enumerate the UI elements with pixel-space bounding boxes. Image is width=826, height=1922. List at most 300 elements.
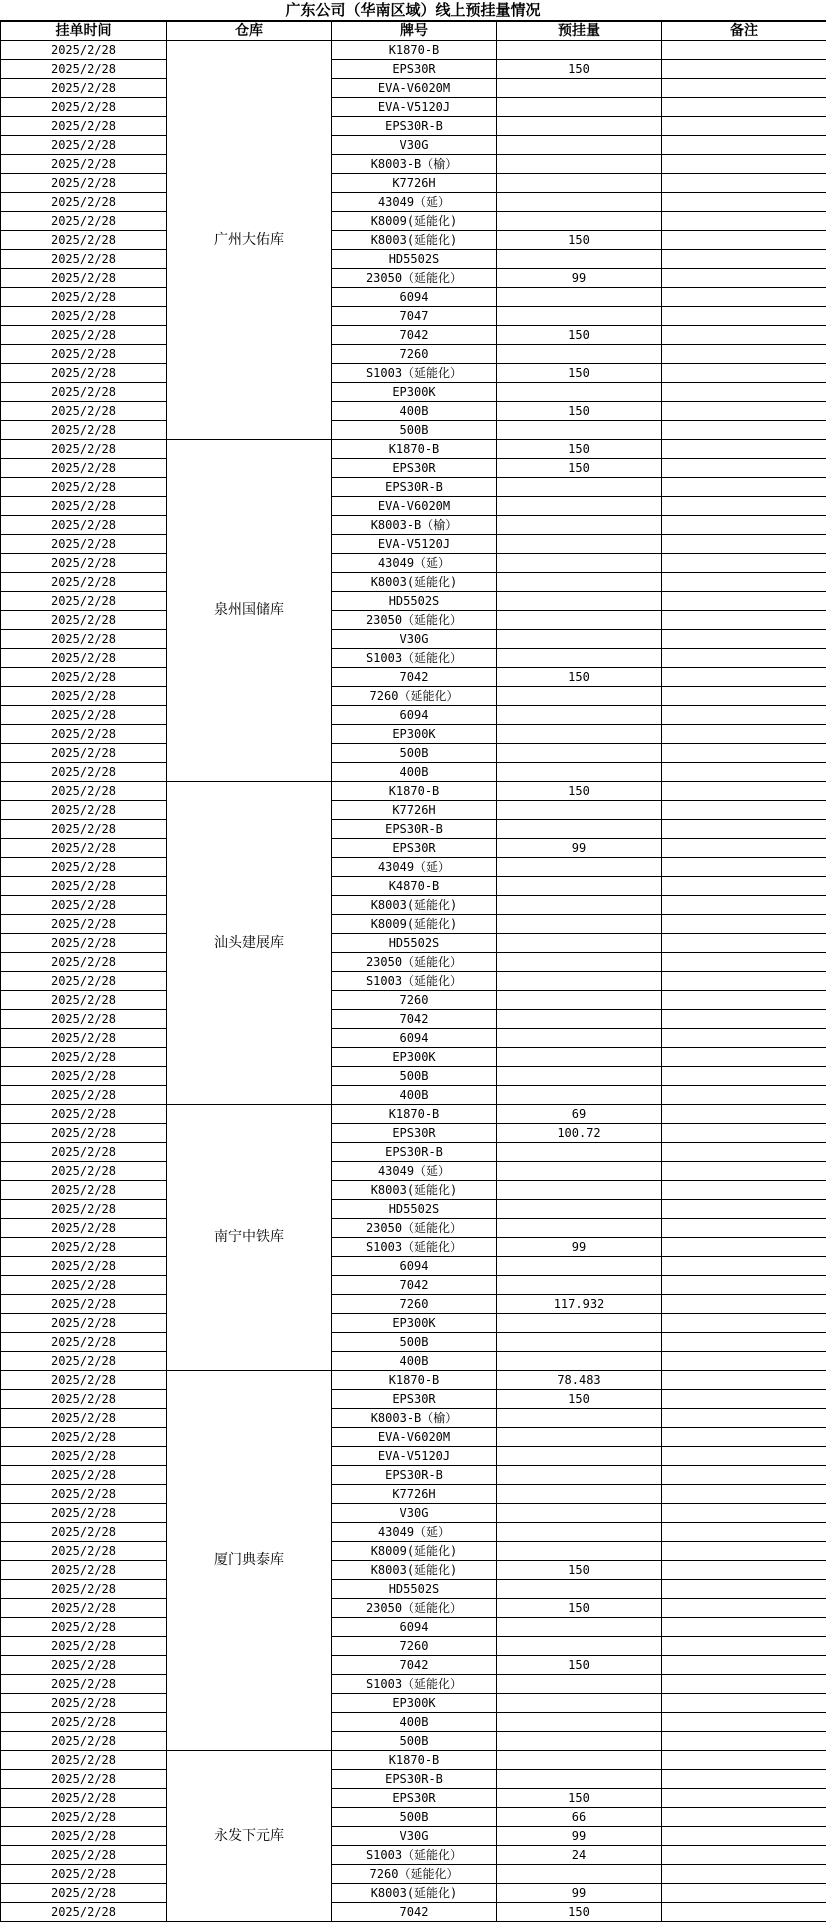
cell-date[interactable]: 2025/2/28 [1,1048,167,1067]
cell-brand[interactable]: 400B [332,1086,497,1105]
cell-quantity[interactable] [497,1580,662,1599]
cell-brand[interactable]: 500B [332,1732,497,1751]
header-note[interactable]: 备注 [662,22,826,41]
cell-date[interactable]: 2025/2/28 [1,782,167,801]
cell-brand[interactable]: K8003(延能化) [332,1561,497,1580]
cell-date[interactable]: 2025/2/28 [1,1238,167,1257]
cell-brand[interactable]: V30G [332,1827,497,1846]
cell-note[interactable] [662,554,826,573]
cell-quantity[interactable] [497,554,662,573]
cell-date[interactable]: 2025/2/28 [1,1143,167,1162]
cell-brand[interactable]: 6094 [332,1029,497,1048]
cell-quantity[interactable] [497,1865,662,1884]
cell-date[interactable]: 2025/2/28 [1,744,167,763]
cell-quantity[interactable] [497,1314,662,1333]
cell-note[interactable] [662,1219,826,1238]
cell-note[interactable] [662,1580,826,1599]
cell-date[interactable]: 2025/2/28 [1,1713,167,1732]
cell-date[interactable]: 2025/2/28 [1,934,167,953]
cell-note[interactable] [662,1884,826,1903]
cell-quantity[interactable] [497,250,662,269]
cell-quantity[interactable] [497,1029,662,1048]
cell-brand[interactable]: 7042 [332,1010,497,1029]
cell-note[interactable] [662,497,826,516]
cell-note[interactable] [662,136,826,155]
cell-note[interactable] [662,1466,826,1485]
cell-quantity[interactable]: 99 [497,1884,662,1903]
cell-quantity[interactable] [497,592,662,611]
cell-brand[interactable]: EVA-V6020M [332,1428,497,1447]
cell-date[interactable]: 2025/2/28 [1,820,167,839]
cell-quantity[interactable] [497,421,662,440]
cell-quantity[interactable]: 24 [497,1846,662,1865]
cell-quantity[interactable] [497,212,662,231]
cell-quantity[interactable] [497,1333,662,1352]
cell-brand[interactable]: 23050（延能化） [332,953,497,972]
cell-date[interactable]: 2025/2/28 [1,896,167,915]
cell-brand[interactable]: 7260 [332,991,497,1010]
cell-note[interactable] [662,725,826,744]
cell-quantity[interactable] [497,706,662,725]
cell-date[interactable]: 2025/2/28 [1,668,167,687]
cell-quantity[interactable] [497,288,662,307]
cell-warehouse[interactable]: 南宁中铁库 [167,1105,332,1371]
cell-brand[interactable]: K1870-B [332,440,497,459]
cell-date[interactable]: 2025/2/28 [1,1523,167,1542]
cell-brand[interactable]: 7260 [332,1637,497,1656]
cell-date[interactable]: 2025/2/28 [1,459,167,478]
cell-quantity[interactable]: 150 [497,1599,662,1618]
cell-brand[interactable]: 43049（延） [332,554,497,573]
cell-brand[interactable]: 7260（延能化） [332,1865,497,1884]
cell-date[interactable]: 2025/2/28 [1,79,167,98]
cell-brand[interactable]: K8003(延能化) [332,1181,497,1200]
cell-note[interactable] [662,1067,826,1086]
cell-quantity[interactable] [497,630,662,649]
cell-quantity[interactable]: 150 [497,1903,662,1922]
cell-note[interactable] [662,592,826,611]
cell-date[interactable]: 2025/2/28 [1,155,167,174]
cell-note[interactable] [662,174,826,193]
cell-note[interactable] [662,1200,826,1219]
cell-brand[interactable]: HD5502S [332,934,497,953]
cell-quantity[interactable] [497,1143,662,1162]
cell-date[interactable]: 2025/2/28 [1,1542,167,1561]
cell-date[interactable]: 2025/2/28 [1,497,167,516]
cell-date[interactable]: 2025/2/28 [1,839,167,858]
cell-brand[interactable]: 400B [332,763,497,782]
cell-note[interactable] [662,98,826,117]
cell-quantity[interactable]: 150 [497,782,662,801]
cell-date[interactable]: 2025/2/28 [1,1865,167,1884]
cell-quantity[interactable]: 99 [497,1827,662,1846]
cell-brand[interactable]: K8003(延能化) [332,573,497,592]
cell-date[interactable]: 2025/2/28 [1,60,167,79]
cell-note[interactable] [662,1504,826,1523]
cell-brand[interactable]: K7726H [332,174,497,193]
cell-note[interactable] [662,1162,826,1181]
cell-brand[interactable]: S1003（延能化） [332,649,497,668]
cell-quantity[interactable] [497,535,662,554]
cell-quantity[interactable] [497,98,662,117]
cell-date[interactable]: 2025/2/28 [1,1257,167,1276]
cell-brand[interactable]: 7260（延能化） [332,687,497,706]
cell-quantity[interactable]: 99 [497,839,662,858]
cell-brand[interactable]: K1870-B [332,1751,497,1770]
cell-quantity[interactable]: 150 [497,326,662,345]
cell-brand[interactable]: S1003（延能化） [332,1675,497,1694]
cell-date[interactable]: 2025/2/28 [1,1846,167,1865]
cell-brand[interactable]: S1003（延能化） [332,972,497,991]
cell-note[interactable] [662,1029,826,1048]
cell-quantity[interactable] [497,1466,662,1485]
cell-brand[interactable]: EPS30R [332,1390,497,1409]
cell-date[interactable]: 2025/2/28 [1,1067,167,1086]
cell-note[interactable] [662,307,826,326]
cell-date[interactable]: 2025/2/28 [1,1200,167,1219]
cell-date[interactable]: 2025/2/28 [1,1314,167,1333]
cell-note[interactable] [662,1656,826,1675]
cell-quantity[interactable] [497,1713,662,1732]
cell-note[interactable] [662,421,826,440]
cell-note[interactable] [662,630,826,649]
cell-warehouse[interactable]: 广州大佑库 [167,41,332,440]
cell-note[interactable] [662,839,826,858]
cell-quantity[interactable] [497,1542,662,1561]
cell-quantity[interactable]: 150 [497,1656,662,1675]
cell-date[interactable]: 2025/2/28 [1,41,167,60]
cell-quantity[interactable] [497,1067,662,1086]
cell-date[interactable]: 2025/2/28 [1,1770,167,1789]
cell-brand[interactable]: HD5502S [332,1200,497,1219]
cell-warehouse[interactable]: 泉州国储库 [167,440,332,782]
cell-quantity[interactable] [497,649,662,668]
cell-quantity[interactable] [497,41,662,60]
cell-note[interactable] [662,1143,826,1162]
cell-date[interactable]: 2025/2/28 [1,1409,167,1428]
cell-date[interactable]: 2025/2/28 [1,364,167,383]
cell-quantity[interactable] [497,1485,662,1504]
cell-date[interactable]: 2025/2/28 [1,1162,167,1181]
cell-brand[interactable]: EP300K [332,725,497,744]
cell-brand[interactable]: EP300K [332,1314,497,1333]
cell-quantity[interactable]: 100.72 [497,1124,662,1143]
cell-date[interactable]: 2025/2/28 [1,345,167,364]
cell-quantity[interactable] [497,79,662,98]
cell-note[interactable] [662,1124,826,1143]
cell-brand[interactable]: K8009(延能化) [332,915,497,934]
cell-note[interactable] [662,1827,826,1846]
cell-date[interactable]: 2025/2/28 [1,383,167,402]
cell-note[interactable] [662,1694,826,1713]
cell-date[interactable]: 2025/2/28 [1,1903,167,1922]
cell-brand[interactable]: 6094 [332,706,497,725]
cell-quantity[interactable] [497,1428,662,1447]
cell-date[interactable]: 2025/2/28 [1,288,167,307]
cell-brand[interactable]: 500B [332,1067,497,1086]
cell-date[interactable]: 2025/2/28 [1,991,167,1010]
cell-date[interactable]: 2025/2/28 [1,478,167,497]
cell-quantity[interactable]: 150 [497,1390,662,1409]
cell-brand[interactable]: EPS30R-B [332,1770,497,1789]
cell-brand[interactable]: EPS30R-B [332,478,497,497]
cell-quantity[interactable]: 78.483 [497,1371,662,1390]
header-quantity[interactable]: 预挂量 [497,22,662,41]
cell-brand[interactable]: K4870-B [332,877,497,896]
cell-brand[interactable]: EP300K [332,383,497,402]
cell-note[interactable] [662,117,826,136]
cell-date[interactable]: 2025/2/28 [1,1599,167,1618]
cell-brand[interactable]: EVA-V6020M [332,497,497,516]
cell-date[interactable]: 2025/2/28 [1,725,167,744]
cell-note[interactable] [662,1390,826,1409]
cell-quantity[interactable] [497,1276,662,1295]
cell-brand[interactable]: EVA-V5120J [332,535,497,554]
cell-brand[interactable]: 6094 [332,1257,497,1276]
cell-date[interactable]: 2025/2/28 [1,1295,167,1314]
cell-date[interactable]: 2025/2/28 [1,307,167,326]
cell-note[interactable] [662,1751,826,1770]
cell-brand[interactable]: HD5502S [332,1580,497,1599]
cell-brand[interactable]: K8003(延能化) [332,896,497,915]
cell-brand[interactable]: K1870-B [332,1105,497,1124]
cell-brand[interactable]: EPS30R [332,1789,497,1808]
cell-brand[interactable]: EPS30R-B [332,117,497,136]
cell-date[interactable]: 2025/2/28 [1,801,167,820]
cell-quantity[interactable]: 150 [497,231,662,250]
header-warehouse[interactable]: 仓库 [167,22,332,41]
cell-quantity[interactable] [497,1523,662,1542]
cell-note[interactable] [662,1713,826,1732]
cell-note[interactable] [662,1409,826,1428]
cell-brand[interactable]: K1870-B [332,41,497,60]
cell-brand[interactable]: EP300K [332,1694,497,1713]
cell-date[interactable]: 2025/2/28 [1,1504,167,1523]
cell-brand[interactable]: V30G [332,136,497,155]
cell-note[interactable] [662,1542,826,1561]
cell-date[interactable]: 2025/2/28 [1,136,167,155]
cell-quantity[interactable]: 69 [497,1105,662,1124]
cell-brand[interactable]: 500B [332,421,497,440]
cell-date[interactable]: 2025/2/28 [1,326,167,345]
cell-note[interactable] [662,193,826,212]
cell-date[interactable]: 2025/2/28 [1,706,167,725]
cell-quantity[interactable]: 150 [497,459,662,478]
cell-date[interactable]: 2025/2/28 [1,1219,167,1238]
cell-note[interactable] [662,79,826,98]
cell-date[interactable]: 2025/2/28 [1,1276,167,1295]
cell-brand[interactable]: 43049（延） [332,1523,497,1542]
cell-warehouse[interactable]: 厦门典泰库 [167,1371,332,1751]
cell-date[interactable]: 2025/2/28 [1,1808,167,1827]
cell-note[interactable] [662,1675,826,1694]
cell-note[interactable] [662,459,826,478]
cell-brand[interactable]: 6094 [332,288,497,307]
cell-brand[interactable]: S1003（延能化） [332,364,497,383]
cell-date[interactable]: 2025/2/28 [1,1675,167,1694]
cell-note[interactable] [662,1770,826,1789]
cell-quantity[interactable] [497,1751,662,1770]
cell-note[interactable] [662,364,826,383]
cell-note[interactable] [662,402,826,421]
cell-note[interactable] [662,269,826,288]
cell-brand[interactable]: 500B [332,1808,497,1827]
cell-brand[interactable]: 7047 [332,307,497,326]
cell-note[interactable] [662,1371,826,1390]
cell-date[interactable]: 2025/2/28 [1,1884,167,1903]
cell-brand[interactable]: EPS30R [332,60,497,79]
cell-note[interactable] [662,706,826,725]
cell-quantity[interactable] [497,1694,662,1713]
cell-brand[interactable]: V30G [332,630,497,649]
cell-date[interactable]: 2025/2/28 [1,1029,167,1048]
cell-date[interactable]: 2025/2/28 [1,573,167,592]
cell-quantity[interactable] [497,1200,662,1219]
cell-note[interactable] [662,1257,826,1276]
cell-date[interactable]: 2025/2/28 [1,231,167,250]
cell-note[interactable] [662,1333,826,1352]
cell-date[interactable]: 2025/2/28 [1,649,167,668]
cell-date[interactable]: 2025/2/28 [1,1732,167,1751]
cell-quantity[interactable] [497,1086,662,1105]
cell-date[interactable]: 2025/2/28 [1,1428,167,1447]
cell-note[interactable] [662,649,826,668]
cell-quantity[interactable] [497,136,662,155]
cell-brand[interactable]: HD5502S [332,250,497,269]
cell-note[interactable] [662,1808,826,1827]
cell-brand[interactable]: 7042 [332,1276,497,1295]
cell-date[interactable]: 2025/2/28 [1,174,167,193]
cell-brand[interactable]: EPS30R-B [332,1143,497,1162]
cell-date[interactable]: 2025/2/28 [1,1447,167,1466]
cell-date[interactable]: 2025/2/28 [1,915,167,934]
cell-note[interactable] [662,1105,826,1124]
cell-quantity[interactable] [497,687,662,706]
cell-note[interactable] [662,155,826,174]
cell-quantity[interactable] [497,858,662,877]
cell-note[interactable] [662,60,826,79]
cell-brand[interactable]: EVA-V5120J [332,1447,497,1466]
cell-date[interactable]: 2025/2/28 [1,1181,167,1200]
cell-note[interactable] [662,1846,826,1865]
cell-date[interactable]: 2025/2/28 [1,440,167,459]
cell-quantity[interactable] [497,1048,662,1067]
cell-quantity[interactable] [497,611,662,630]
cell-note[interactable] [662,383,826,402]
cell-quantity[interactable] [497,991,662,1010]
cell-note[interactable] [662,991,826,1010]
cell-quantity[interactable] [497,725,662,744]
cell-quantity[interactable]: 150 [497,402,662,421]
cell-note[interactable] [662,535,826,554]
cell-quantity[interactable] [497,516,662,535]
cell-quantity[interactable] [497,1352,662,1371]
cell-brand[interactable]: K1870-B [332,1371,497,1390]
cell-brand[interactable]: 400B [332,402,497,421]
cell-note[interactable] [662,668,826,687]
cell-quantity[interactable] [497,383,662,402]
cell-date[interactable]: 2025/2/28 [1,193,167,212]
cell-quantity[interactable]: 150 [497,440,662,459]
cell-note[interactable] [662,478,826,497]
cell-brand[interactable]: EPS30R [332,459,497,478]
cell-quantity[interactable] [497,1257,662,1276]
cell-brand[interactable]: 43049（延） [332,1162,497,1181]
cell-date[interactable]: 2025/2/28 [1,953,167,972]
cell-date[interactable]: 2025/2/28 [1,1751,167,1770]
cell-date[interactable]: 2025/2/28 [1,1124,167,1143]
cell-brand[interactable]: 7042 [332,326,497,345]
cell-date[interactable]: 2025/2/28 [1,1580,167,1599]
cell-quantity[interactable] [497,1409,662,1428]
cell-brand[interactable]: 6094 [332,1618,497,1637]
cell-brand[interactable]: 23050（延能化） [332,1219,497,1238]
cell-date[interactable]: 2025/2/28 [1,1637,167,1656]
cell-note[interactable] [662,744,826,763]
cell-quantity[interactable] [497,1181,662,1200]
cell-date[interactable]: 2025/2/28 [1,535,167,554]
cell-brand[interactable]: EP300K [332,1048,497,1067]
cell-brand[interactable]: 7042 [332,1656,497,1675]
cell-note[interactable] [662,1352,826,1371]
cell-warehouse[interactable]: 汕头建展库 [167,782,332,1105]
cell-note[interactable] [662,1314,826,1333]
cell-note[interactable] [662,687,826,706]
cell-note[interactable] [662,1637,826,1656]
cell-note[interactable] [662,345,826,364]
cell-brand[interactable]: 7260 [332,1295,497,1314]
cell-brand[interactable]: K7726H [332,801,497,820]
cell-note[interactable] [662,1086,826,1105]
cell-note[interactable] [662,41,826,60]
cell-date[interactable]: 2025/2/28 [1,877,167,896]
cell-date[interactable]: 2025/2/28 [1,212,167,231]
cell-note[interactable] [662,915,826,934]
cell-brand[interactable]: K8003-B（榆） [332,155,497,174]
cell-brand[interactable]: EPS30R [332,839,497,858]
cell-note[interactable] [662,1789,826,1808]
cell-quantity[interactable] [497,972,662,991]
cell-quantity[interactable]: 150 [497,364,662,383]
cell-brand[interactable]: 7042 [332,668,497,687]
cell-note[interactable] [662,896,826,915]
cell-brand[interactable]: K7726H [332,1485,497,1504]
cell-brand[interactable]: 43049（延） [332,858,497,877]
cell-date[interactable]: 2025/2/28 [1,1086,167,1105]
cell-date[interactable]: 2025/2/28 [1,1333,167,1352]
cell-note[interactable] [662,326,826,345]
cell-warehouse[interactable]: 永发下元库 [167,1751,332,1922]
cell-note[interactable] [662,801,826,820]
cell-quantity[interactable] [497,174,662,193]
cell-brand[interactable]: K8009(延能化) [332,1542,497,1561]
cell-date[interactable]: 2025/2/28 [1,1352,167,1371]
cell-date[interactable]: 2025/2/28 [1,611,167,630]
cell-quantity[interactable] [497,1162,662,1181]
cell-date[interactable]: 2025/2/28 [1,1694,167,1713]
cell-note[interactable] [662,1048,826,1067]
cell-brand[interactable]: K8003(延能化) [332,231,497,250]
cell-quantity[interactable] [497,1732,662,1751]
cell-note[interactable] [662,1276,826,1295]
cell-note[interactable] [662,972,826,991]
cell-quantity[interactable]: 150 [497,1789,662,1808]
cell-brand[interactable]: 7042 [332,1903,497,1922]
cell-quantity[interactable] [497,1010,662,1029]
cell-note[interactable] [662,877,826,896]
cell-note[interactable] [662,1428,826,1447]
cell-date[interactable]: 2025/2/28 [1,763,167,782]
